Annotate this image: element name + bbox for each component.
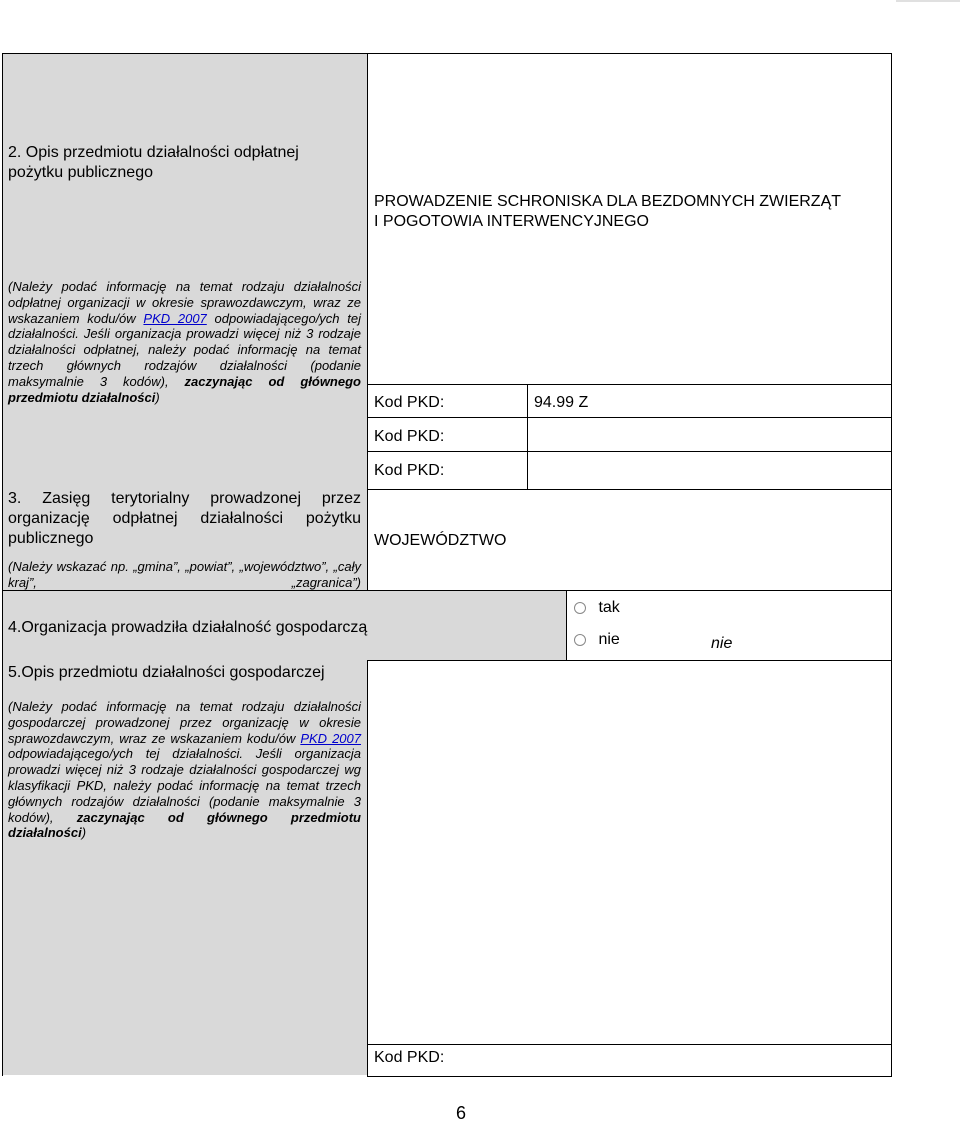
- section2-left-border: [2, 53, 369, 490]
- section2-value: PROWADZENIE SCHRONISKA DLA BEZDOMNYCH ZWIERZĄT I POGOTOWIA INTERWENCYJNEGO: [374, 193, 842, 230]
- pkd-row-2-divider: [527, 417, 528, 452]
- pkd-2007-link[interactable]: PKD 2007: [143, 310, 207, 326]
- pkd-row-1: [367, 384, 892, 418]
- section3-title: 3. Zasięg terytorialny prowadzonej przez organizację odpłatnej działalności pożytku publicznego: [8, 490, 361, 547]
- section5-pkd-label: Kod PKD:: [374, 1049, 445, 1066]
- radio-no-icon[interactable]: [574, 634, 586, 646]
- section4-title: 4.Organizacja prowadziła działalność gospodarczą: [8, 619, 368, 636]
- section5-note: (Należy podać informację na temat rodzaju działalności gospodarczej prowadzonej przez organizację w okresie sprawozdawczym, wraz ze wskazaniem kodu/ów PKD 2007 odpowiadającego/ych tej działalności. Jeśli organizacja prowadzi więcej niż 3 rodzaje działalności gospodarczej wg klasyfikacji PKD, należy podać informację na temat trzech głównych rodzajów działalności (podanie maksymalnie 3 kodów), zaczynając od głównego przedmiotu działalności): [8, 699, 361, 841]
- pkd-code-1[interactable]: 94.99 Z: [534, 394, 589, 411]
- pkd-row-2: [367, 417, 892, 452]
- option-no[interactable]: nie: [574, 630, 620, 650]
- pkd-row-3-divider: [527, 451, 528, 490]
- section5-title: 5.Opis przedmiotu działalności gospodarczej: [8, 664, 325, 681]
- section2-title: 2. Opis przedmiotu działalności odpłatnej pożytku publicznego: [8, 144, 299, 181]
- radio-yes-icon[interactable]: [574, 602, 586, 614]
- corner-mark: [896, 0, 960, 2]
- pkd-label-1: Kod PKD:: [374, 394, 445, 411]
- pkd-row-1-divider: [527, 384, 528, 418]
- section3-note: (Należy wskazać np. „gmina”, „powiat”, „województwo”, „cały kraj”, „zagranica”): [8, 559, 361, 590]
- section2-note: (Należy podać informację na temat rodzaju działalności odpłatnej organizacji w okresie sprawozdawczym, wraz ze wskazaniem kodu/ów PKD 2007 odpowiadającego/ych tej działalności. Jeśli organizacja prowadzi więcej niż 3 rodzaje działalności odpłatnej, należy podać informację na temat trzech głównych rodzajów działalności (podanie maksymalnie 3 kodów), zaczynając od głównego przedmiotu działalności): [8, 279, 361, 405]
- page-number: 6: [456, 1103, 467, 1123]
- pkd-label-2: Kod PKD:: [374, 428, 445, 445]
- option-yes[interactable]: tak: [574, 598, 620, 618]
- section3-value: WOJEWÓDZTWO: [374, 532, 507, 549]
- section5-pkd-row: [367, 1044, 892, 1077]
- section4-selected-value: nie: [711, 635, 733, 652]
- pkd-label-3: Kod PKD:: [374, 462, 445, 479]
- pkd-row-3: [367, 451, 892, 490]
- pkd-2007-link-2[interactable]: PKD 2007: [300, 730, 361, 746]
- section5-value-cell: [367, 660, 892, 1045]
